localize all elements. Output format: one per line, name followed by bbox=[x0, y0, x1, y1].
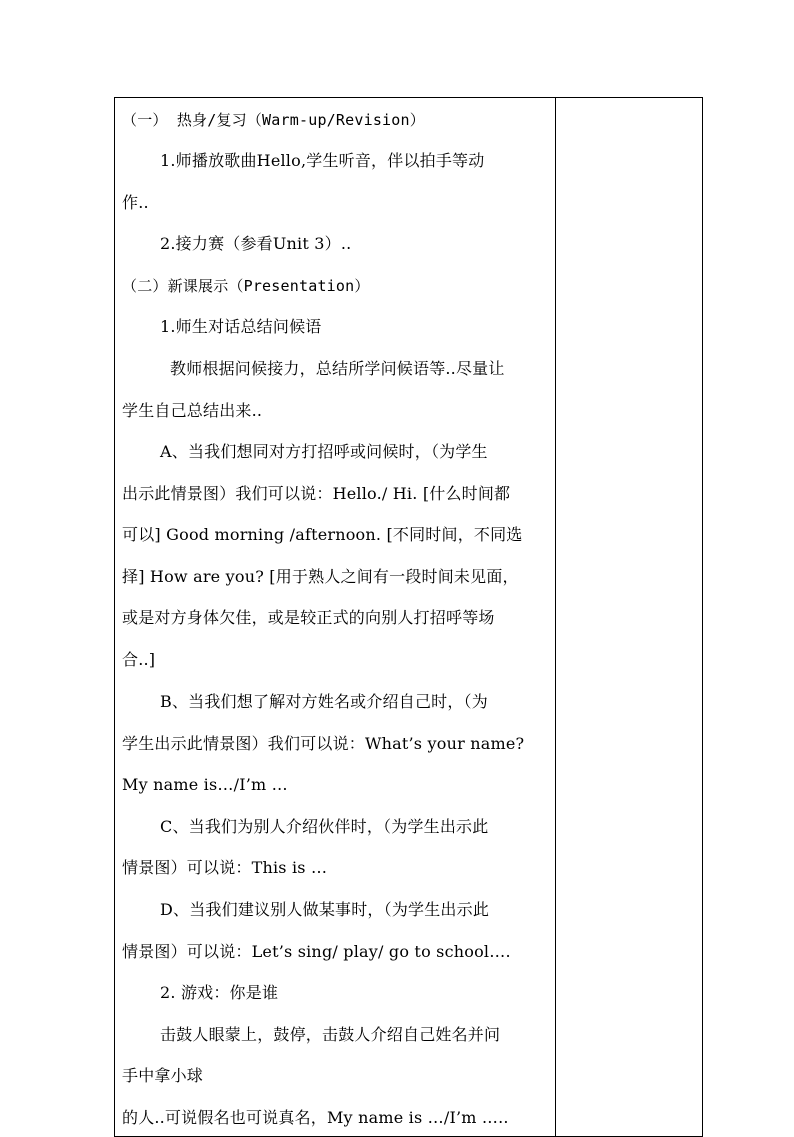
text-line: 情景图）可以说：This is … bbox=[122, 858, 328, 877]
section-heading-game: 2. 游戏：你是谁 bbox=[160, 983, 279, 1002]
text-line: My name is…/I’m … bbox=[122, 775, 288, 794]
section-heading-presentation: （二）新课展示（Presentation） bbox=[122, 277, 370, 295]
text-line: A、当我们想同对方打招呼或问候时，（为学生 bbox=[160, 442, 488, 461]
text-line: 可以] Good morning /afternoon. [不同时间，不同选 bbox=[122, 525, 523, 544]
text-line: 择] How are you? [用于熟人之间有一段时间未见面， bbox=[122, 567, 519, 586]
text-line: 学生出示此情景图）我们可以说：What’s your name? bbox=[122, 734, 525, 753]
text-line: 学生自己总结出来.. bbox=[122, 401, 263, 420]
text-line: 教师根据问候接力，总结所学问候语等..尽量让 bbox=[170, 359, 505, 378]
text-line: 情景图）可以说：Let’s sing/ play/ go to school…. bbox=[122, 942, 511, 961]
text-line: 击鼓人眼蒙上，鼓停，击鼓人介绍自己姓名并问 bbox=[160, 1025, 501, 1044]
text-line: 1.师播放歌曲Hello,学生听音，伴以拍手等动 bbox=[160, 151, 485, 170]
text-line: 合..] bbox=[122, 650, 156, 669]
text-line: 作.. bbox=[122, 193, 149, 212]
text-line: 1.师生对话总结问候语 bbox=[160, 317, 322, 336]
text-line: 出示此情景图）我们可以说：Hello./ Hi. [什么时间都 bbox=[122, 484, 511, 503]
text-line: D、当我们建议别人做某事时，（为学生出示此 bbox=[160, 900, 490, 919]
text-line: 手中拿小球 bbox=[122, 1066, 204, 1085]
text-line: 的人..可说假名也可说真名，My name is …/I’m ….. bbox=[122, 1108, 509, 1127]
text-line: 或是对方身体欠佳，或是较正式的向别人打招呼等场 bbox=[122, 608, 495, 627]
section-heading-warmup: （一） 热身/复习（Warm-up/Revision） bbox=[122, 111, 425, 129]
text-line: 2.接力赛（参看Unit 3）.. bbox=[160, 234, 352, 253]
column-divider bbox=[555, 98, 556, 1136]
text-line: C、当我们为别人介绍伙伴时，（为学生出示此 bbox=[160, 817, 489, 836]
text-line: B、当我们想了解对方姓名或介绍自己时，（为 bbox=[160, 692, 488, 711]
